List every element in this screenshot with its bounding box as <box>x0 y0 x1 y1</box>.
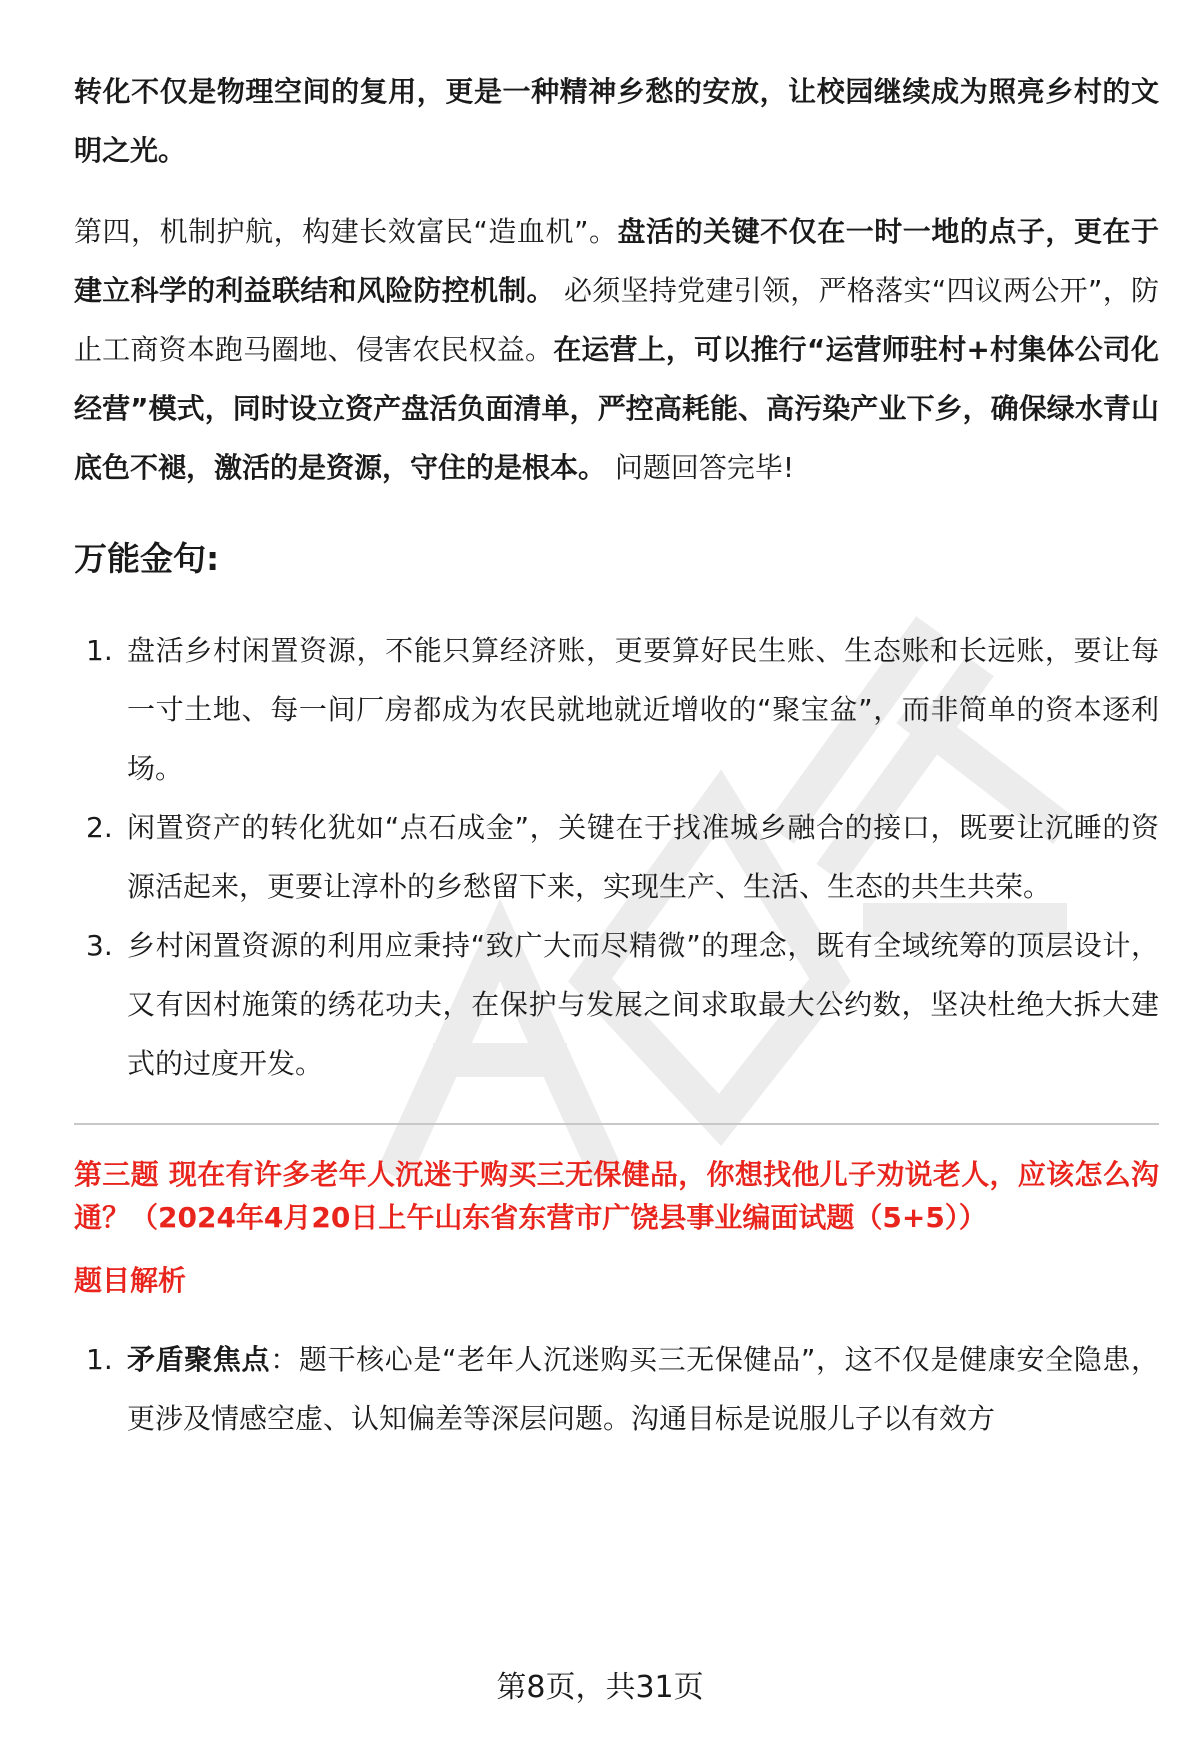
list-item-text: ：题干核心是“老年人沉迷购买三无保健品”，这不仅是健康安全隐患，更涉及情感空虚、认知偏差等深层问题。沟通目标是说服儿子以有效方 <box>127 1343 1159 1435</box>
list-item-number: 3. <box>86 929 113 962</box>
list-item-text: 盘活乡村闲置资源，不能只算经济账，更要算好民生账、生态账和长远账，要让每一寸土地、每一间厂房都成为农民就地就近增收的“聚宝盆”，而非简单的资本逐利场。 <box>127 634 1159 785</box>
list-item-text: 闲置资产的转化犹如“点石成金”，关键在于找准城乡融合的接口，既要让沉睡的资源活起来，更要让淳朴的乡愁留下来，实现生产、生活、生态的共生共荣。 <box>127 811 1159 903</box>
paragraph-fourth-point <box>74 202 1159 497</box>
list-item-number: 1. <box>86 634 113 667</box>
list-item-text: 乡村闲置资源的利用应秉持“致广大而尽精微”的理念，既有全域统筹的顶层设计，又有因村施策的绣花功夫，在保护与发展之间求取最大公约数，坚决杜绝大拆大建式的过度开发。 <box>127 929 1159 1080</box>
list-item-label: 矛盾聚焦点 <box>127 1343 271 1376</box>
question-title: 第三题 现在有许多老年人沉迷于购买三无保健品，你想找他儿子劝说老人，应该怎么沟通？（2024年4月20日上午山东省东营市广饶县事业编面试题（5+5）） <box>74 1158 1159 1234</box>
fourth-point-detail: 必须坚持党建引领，严格落实“四议两公开”，防止工商资本跑马圈地、侵害农民权益。 <box>74 274 1159 366</box>
list-item-number: 2. <box>86 811 113 844</box>
golden-quotes-heading: 万能金句: <box>74 539 220 578</box>
fourth-point-operation: 在运营上，可以推行“运营师驻村+村集体公司化经营”模式，同时设立资产盘活负面清单，严控高耗能、高污染产业下乡，确保绿水青山底色不褪，激活的是资源，守住的是根本。 <box>74 333 1159 484</box>
fourth-point-lead: 第四，机制护航，构建长效富民“造血机”。 <box>74 215 618 248</box>
fourth-point-key-sentence: 盘活的关键不仅在一时一地的点子，更在于建立科学的利益联结和风险防控机制。 <box>74 215 1159 307</box>
answer-end-note: 问题回答完毕! <box>606 451 795 484</box>
list-item-number: 1. <box>86 1343 113 1376</box>
list-item <box>74 1330 1159 1448</box>
list-item <box>74 798 1159 916</box>
list-item <box>74 621 1159 798</box>
page-number-footer: 第8页，共31页 <box>496 1670 704 1705</box>
document-page <box>74 62 1159 1448</box>
analysis-list <box>74 1330 1159 1448</box>
analysis-heading: 题目解析 <box>74 1264 187 1297</box>
paragraph-continued <box>74 62 1159 180</box>
paragraph-continued-text: 转化不仅是物理空间的复用，更是一种精神乡愁的安放，让校园继续成为照亮乡村的文明之光。 <box>74 75 1159 167</box>
golden-quotes-list <box>74 621 1159 1093</box>
list-item <box>74 916 1159 1093</box>
